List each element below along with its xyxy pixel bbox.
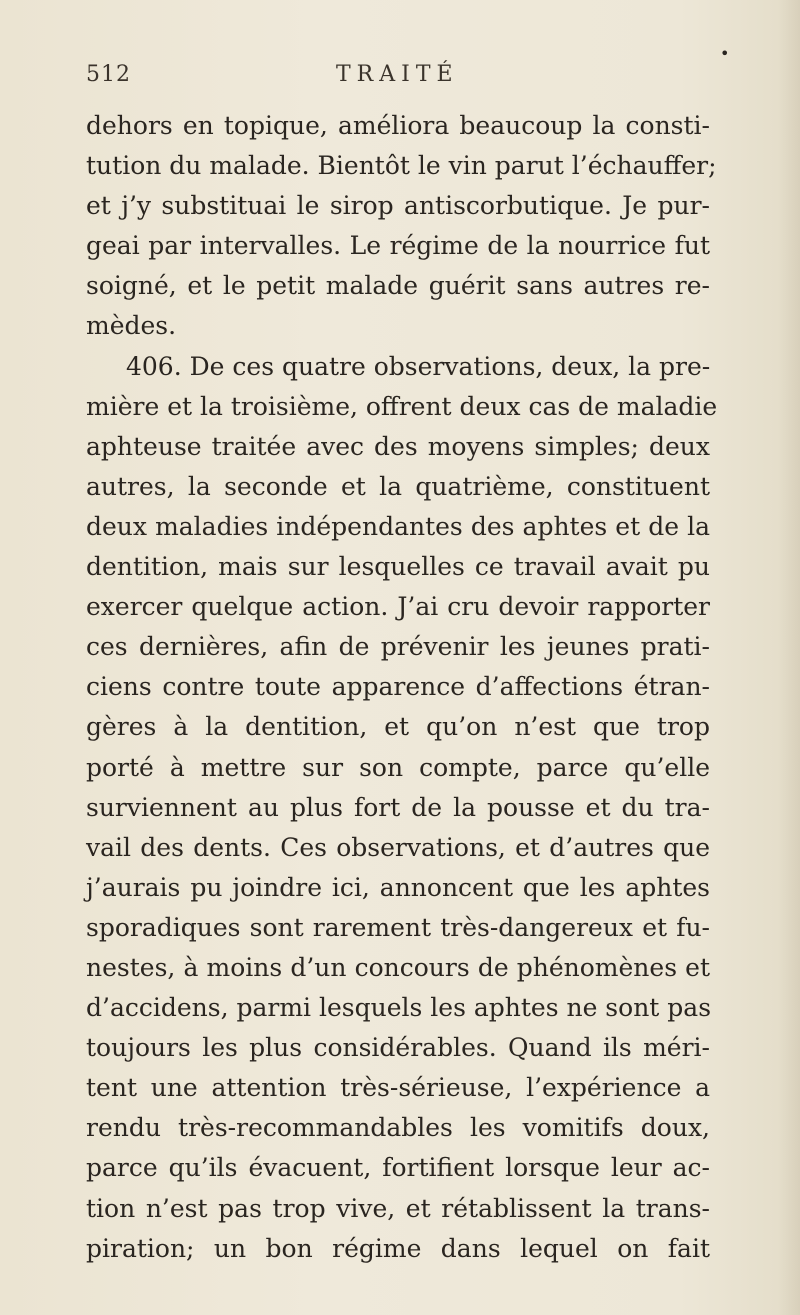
text-line: et j’y substituai le sirop antiscorbutique. Je pur- [86, 191, 710, 221]
text-line: dentition, mais sur lesquelles ce travail avait pu [86, 552, 710, 582]
text-line: nestes, à moins d’un concours de phénomènes et [86, 952, 710, 982]
text-line: ciens contre toute apparence d’affections étran- [86, 672, 710, 702]
text-line: tion n’est pas trop vive, et rétablissent la trans- [86, 1193, 710, 1223]
text-line: piration; un bon régime dans lequel on fait [86, 1233, 710, 1263]
text-line: autres, la seconde et la quatrième, constituent [86, 471, 710, 501]
text-line: sporadiques sont rarement très-dangereux et fu- [86, 912, 710, 942]
text-line: mière et la troisième, offrent deux cas de maladie [86, 391, 718, 421]
text-line: ces dernières, afin de prévenir les jeunes prati- [86, 632, 710, 662]
running-head: TRAITÉ [336, 62, 459, 87]
text-line: porté à mettre sur son compte, parce qu’elle [86, 752, 710, 782]
text-line: d’accidens, parmi lesquels les aphtes ne sont pas [86, 993, 712, 1023]
text-line: exercer quelque action. J’ai cru devoir rapporter [86, 592, 710, 622]
text-line: geai par intervalles. Le régime de la nourrice fut [86, 231, 710, 261]
text-line: vail des dents. Ces observations, et d’autres que [86, 832, 710, 862]
text-line: surviennent au plus fort de la pousse et du tra- [86, 792, 710, 822]
text-line: gères à la dentition, et qu’on n’est que trop [86, 712, 710, 742]
text-line: deux maladies indépendantes des aphtes et de la [86, 511, 710, 541]
ornament-dot: • [720, 44, 730, 63]
body-text [86, 106, 718, 1269]
text-line: rendu très-recommandables les vomitifs doux, [86, 1113, 710, 1143]
page-edge-shadow [778, 0, 800, 1315]
text-line: dehors en topique, améliora beaucoup la consti- [86, 111, 710, 140]
page-number: 512 [86, 62, 131, 87]
text-line: toujours les plus considérables. Quand ils méri- [86, 1033, 710, 1063]
text-line: tent une attention très-sérieuse, l’expérience a [86, 1073, 710, 1103]
page-header [86, 44, 730, 92]
text-line: j’aurais pu joindre ici, annoncent que les aphtes [86, 872, 710, 902]
text-line: aphteuse traitée avec des moyens simples; deux [86, 431, 710, 461]
text-line: mèdes. [86, 311, 177, 341]
text-line: parce qu’ils évacuent, fortifient lorsque leur ac- [86, 1153, 710, 1183]
text-line: tution du malade. Bientôt le vin parut l’échauffer; [86, 151, 717, 181]
paragraph-start-line: 406. De ces quatre observations, deux, la pre- [126, 351, 711, 381]
text-line: soigné, et le petit malade guérit sans autres re- [86, 271, 710, 301]
